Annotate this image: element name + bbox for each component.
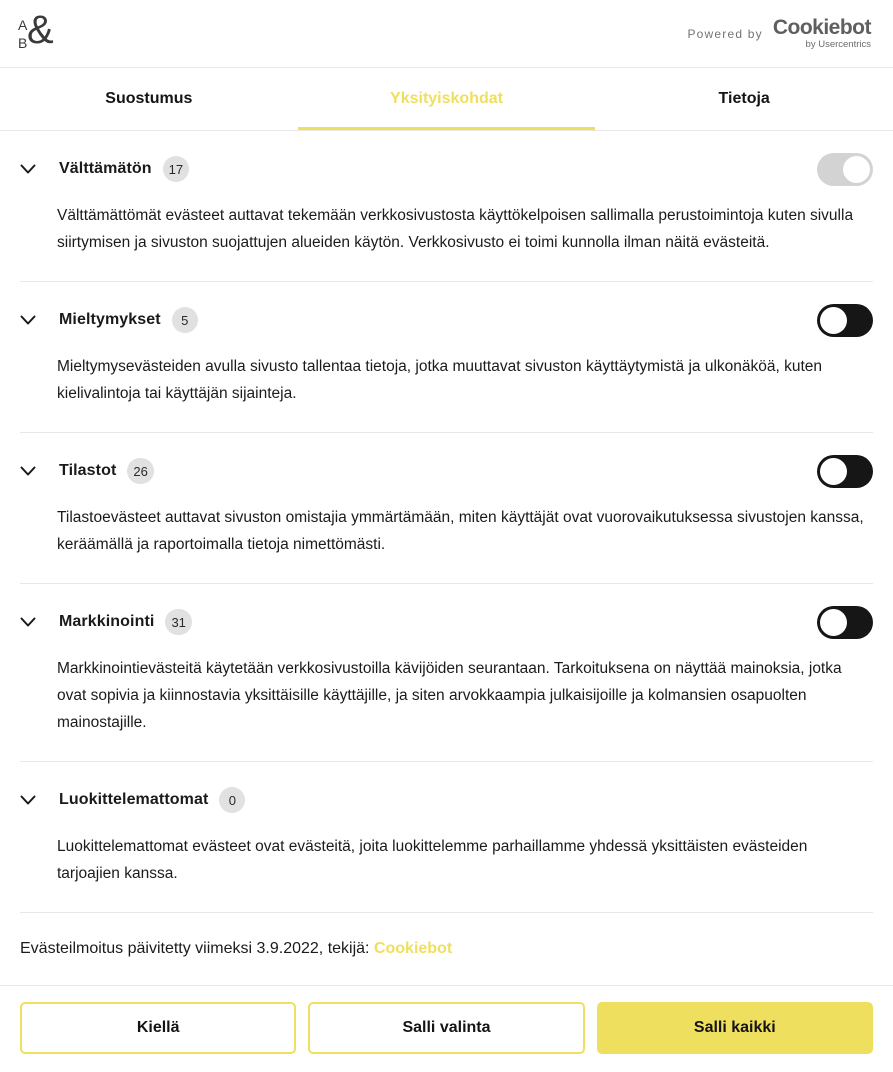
category-list — [0, 131, 893, 985]
category-necessary-header — [20, 152, 873, 186]
cookie-count-badge: 26 — [127, 458, 153, 484]
cookiebot-logo-subtitle: by Usercentrics — [805, 38, 871, 50]
category-name: Markkinointi — [59, 613, 155, 630]
toggle-preferences[interactable] — [817, 304, 873, 337]
allow-selection-button[interactable]: Salli valinta — [308, 1002, 584, 1054]
declaration-updated-text — [20, 913, 873, 985]
cookiebot-link[interactable]: Cookiebot — [373, 940, 453, 957]
cookie-count-badge: 0 — [219, 787, 245, 813]
category-name: Välttämätön — [59, 160, 152, 177]
cookie-count-badge: 5 — [172, 307, 198, 333]
toggle-knob — [843, 156, 870, 183]
category-description: Tilastoevästeet auttavat sivuston omistajia ymmärtämään, miten käyttäjät ovat vuorovaikutuksessa sivustojen kanssa, keräämällä ja raportoimalla tietoja nimettömästi. — [57, 509, 864, 553]
chevron-down-icon[interactable] — [20, 163, 36, 175]
tab-details[interactable]: Yksityiskohdat — [298, 68, 596, 130]
cookie-count-badge: 17 — [163, 156, 189, 182]
toggle-marketing[interactable] — [817, 606, 873, 639]
cookie-count-badge: 31 — [165, 609, 191, 635]
chevron-down-icon[interactable] — [20, 794, 36, 806]
category-description: Välttämättömät evästeet auttavat tekemään verkkosivustosta käyttökelpoisen sallimalla perustoimintoja kuten sivulla siirtymisen ja sivuston suojattujen alueiden käytön. Verkkosivusto ei toimi kunnolla ilman näitä evästeitä. — [57, 207, 854, 251]
category-statistics — [20, 433, 873, 584]
toggle-necessary — [817, 153, 873, 186]
cookiebot-logo-wordmark: Cookiebot — [772, 15, 871, 39]
ab-brand-logo — [18, 7, 66, 58]
category-name: Luokittelemattomat — [59, 791, 209, 808]
category-unclassified — [20, 762, 873, 913]
toggle-statistics[interactable] — [817, 455, 873, 488]
category-statistics-header — [20, 454, 873, 488]
category-name: Mieltymykset — [59, 311, 161, 328]
tab-consent[interactable]: Suostumus — [105, 90, 193, 107]
category-description: Markkinointievästeitä käytetään verkkosivustoilla kävijöiden seurantaan. Tarkoituksena on näyttää mainoksia, jotka ovat sopivia ja kiinnostavia yksittäisille käyttäjille, ja siten arvokkaampia julkaisijoille ja kolmansien osapuolten mainostajille. — [57, 660, 842, 731]
deny-button[interactable]: Kiellä — [20, 1002, 296, 1054]
cookiebot-logo — [772, 15, 871, 50]
powered-by-label: Powered by — [687, 26, 763, 41]
header — [0, 0, 893, 68]
chevron-down-icon[interactable] — [20, 465, 36, 477]
chevron-down-icon[interactable] — [20, 314, 36, 326]
logo-letter-b: B — [18, 34, 28, 51]
category-name: Tilastot — [59, 462, 117, 479]
category-necessary — [20, 131, 873, 282]
toggle-knob — [820, 609, 847, 636]
powered-by-cookiebot-link[interactable] — [687, 15, 871, 50]
logo-ampersand: & — [27, 7, 54, 52]
category-marketing-header — [20, 605, 873, 639]
category-description: Luokittelemattomat evästeet ovat evästeitä, joita luokittelemme parhaillamme yhdessä yksittäisten evästeiden tarjoajien kanssa. — [57, 838, 808, 882]
allow-all-button[interactable]: Salli kaikki — [597, 1002, 873, 1054]
consent-button-bar — [0, 985, 893, 1072]
chevron-down-icon[interactable] — [20, 616, 36, 628]
tab-about[interactable]: Tietoja — [718, 90, 770, 107]
toggle-knob — [820, 307, 847, 334]
category-description: Mieltymysevästeiden avulla sivusto tallentaa tietoja, jotka muuttavat sivuston käyttäytymistä ja ulkonäköä, kuten kielivalintoja tai käyttäjän sijainteja. — [57, 358, 823, 402]
category-preferences-header — [20, 303, 873, 337]
category-marketing — [20, 584, 873, 762]
category-unclassified-header — [20, 783, 873, 817]
category-preferences — [20, 282, 873, 433]
logo-letter-a: A — [18, 16, 28, 33]
tab-bar — [0, 68, 893, 131]
toggle-knob — [820, 458, 847, 485]
declaration-text: Evästeilmoitus päivitetty viimeksi 3.9.2022, tekijä: — [20, 940, 374, 957]
